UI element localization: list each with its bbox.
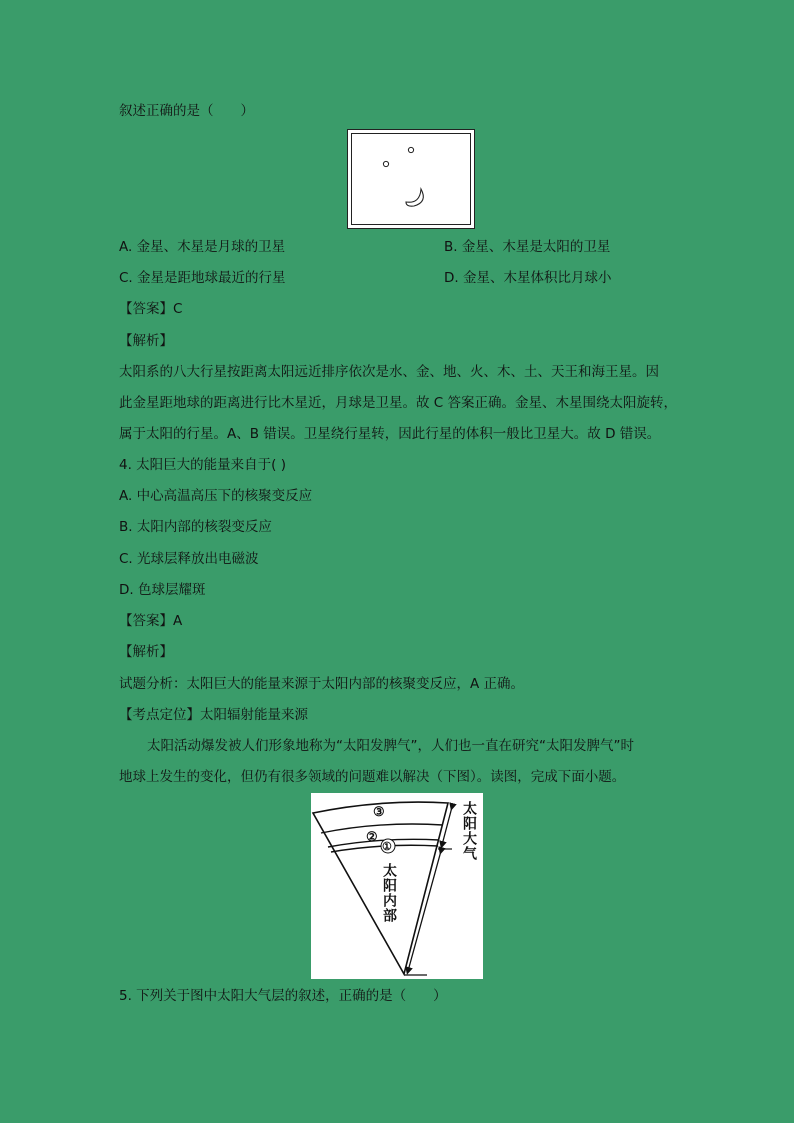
layer-1-label: ① [382,840,392,853]
q4-analysis: 试题分析：太阳巨大的能量来源于太阳内部的核聚变反应，A 正确。 [119,676,525,692]
sun-structure-figure [311,793,483,979]
q4-option-d: D. 色球层耀斑 [119,582,206,598]
q3-analysis-line: 太阳系的八大行星按距离太阳远近排序依次是水、金、地、火、木、土、天王和海王星。因 [119,364,659,380]
q4-option-c: C. 光球层释放出电磁波 [119,551,259,567]
passage-line: 太阳活动爆发被人们形象地称为“太阳发脾气”，人们也一直在研究“太阳发脾气”时 [147,738,634,754]
crescent-moon [406,189,423,206]
planets-moon-illustration [348,130,476,230]
passage-line: 地球上发生的变化，但仍有很多领域的问题难以解决（下图）。读图，完成下面小题。 [119,769,626,785]
q4-answer: 【答案】A [119,613,183,629]
layer-boundary-arc [321,824,443,833]
q3-analysis-line: 此金星距地球的距离进行比木星近，月球是卫星。故 C 答案正确。金星、木星围绕太阳旋转， [119,395,678,411]
q4-option-a: A. 中心高温高压下的核聚变反应 [119,488,313,504]
q3-answer: 【答案】C [119,301,183,317]
interior-arrow [408,851,441,971]
jupiter-dot [408,147,413,152]
q3-option-d: D. 金星、木星体积比月球小 [444,270,612,286]
sun-atmosphere-label: 太阳大气 [461,801,477,861]
layer-3-label: ③ [373,805,385,820]
venus-dot [383,161,388,166]
q3-analysis-title: 【解析】 [119,333,173,349]
night-sky-figure [347,129,475,229]
q5-stem: 5. 下列关于图中太阳大气层的叙述，正确的是（ ） [119,988,447,1004]
sun-interior-label: 太阳内部 [381,863,397,923]
q4-kaodian: 【考点定位】太阳辐射能量来源 [119,707,308,723]
layer-2-label: ② [366,830,378,845]
q4-analysis-title: 【解析】 [119,644,173,660]
atmosphere-arrow [442,807,452,845]
q3-option-a: A. 金星、木星是月球的卫星 [119,239,286,255]
q3-analysis-line: 属于太阳的行星。A、B 错误。卫星绕行星转，因此行星的体积一般比卫星大。故 D 错误。 [119,426,661,442]
q3-option-c: C. 金星是距地球最近的行星 [119,270,286,286]
sun-sector-diagram [311,793,483,979]
question-stem-fragment: 叙述正确的是（ ） [119,103,254,119]
q4-stem: 4. 太阳巨大的能量来自于( ) [119,457,286,473]
q4-option-b: B. 太阳内部的核裂变反应 [119,519,272,535]
q3-option-b: B. 金星、木星是太阳的卫星 [444,239,611,255]
